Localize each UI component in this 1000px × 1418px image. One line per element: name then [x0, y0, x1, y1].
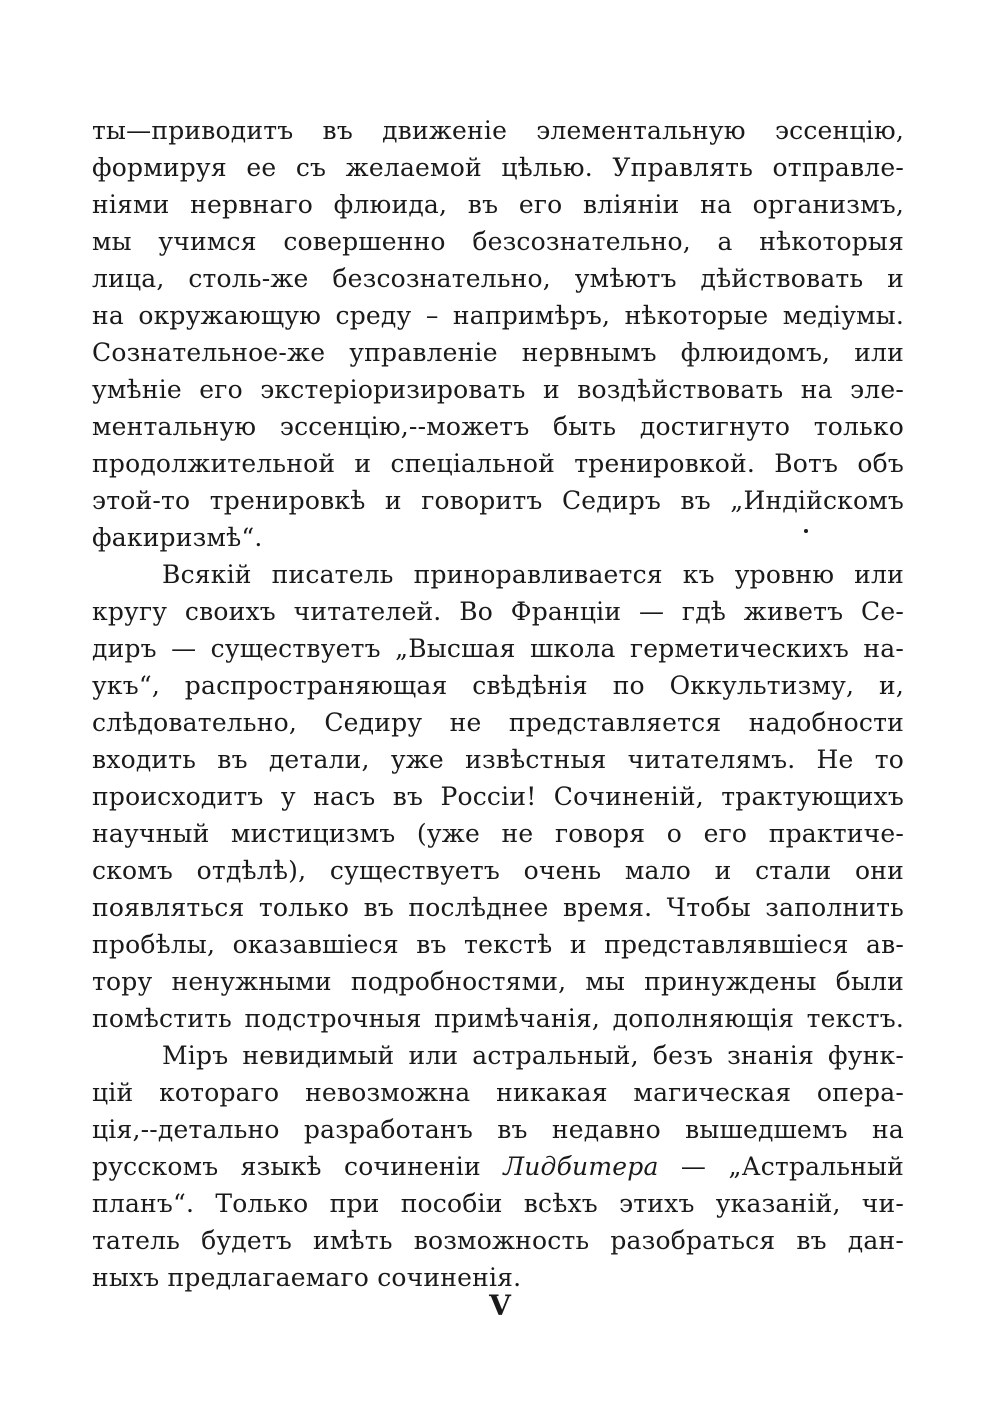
- text-line: кругу своихъ читателей. Во Францiи — гдѣ живетъ Се-: [92, 597, 904, 626]
- text-line: ментальную эссенцiю,--можетъ быть достигнуто только: [92, 412, 904, 441]
- text-line: факиризмѣ“.: [92, 523, 263, 552]
- text-line: тору ненужными подробностями, мы принуждены были: [92, 967, 904, 996]
- text-line: формируя ее съ желаемой цѣлью. Управлять отправле-: [92, 153, 904, 182]
- text-line: цiя,--детально разработанъ въ недавно вышедшемъ на: [92, 1115, 904, 1144]
- author-name: Лидбитера: [503, 1152, 659, 1181]
- text-line: цiй котораго невозможна никакая магическая опера-: [92, 1078, 904, 1107]
- text-line: русскомъ языкѣ сочиненiи Лидбитера — „Астральный: [92, 1152, 904, 1181]
- text-line: слѣдовательно, Седиру не представляется надобности: [92, 708, 904, 737]
- text-line: научный мистицизмъ (уже не говоря о его практиче-: [92, 819, 904, 848]
- text-line: происходитъ у насъ въ Россiи! Сочиненiй, трактующихъ: [92, 782, 904, 811]
- text-line: нiями нервнаго флюида, въ его влiянiи на организмъ,: [92, 190, 904, 219]
- text-line: укъ“, распространяющая свѣдѣнiя по Оккультизму, и,: [92, 671, 904, 700]
- text-line: появляться только въ послѣднее время. Чтобы заполнить: [92, 893, 904, 922]
- text-line: диръ — существуетъ „Высшая школа герметическихъ на-: [92, 634, 904, 663]
- text-line: этой-то тренировкѣ и говоритъ Седиръ въ „Индiйскомъ: [92, 486, 904, 515]
- text-line: продолжительной и спецiальной тренировкой. Вотъ объ: [92, 449, 904, 478]
- text-line: умѣнie его экстерiоризировать и воздѣйствовать на эле-: [92, 375, 904, 404]
- text-line: ты—приводитъ въ движенie элементальную эссенцiю,: [92, 116, 904, 145]
- text-line: татель будетъ имѣть возможность разобраться въ дан-: [92, 1226, 904, 1255]
- text-line: Мiръ невидимый или астральный, безъ знанiя функ-: [162, 1041, 904, 1070]
- text-line: лица, столь-же безсознательно, умѣютъ дѣйствовать и: [92, 264, 904, 293]
- text-line: пробѣлы, оказавшiеся въ текстѣ и представлявшiеся ав-: [92, 930, 904, 959]
- stray-dot: [804, 529, 808, 533]
- text-line: на окружающую среду – напримѣръ, нѣкоторые медiумы.: [92, 301, 904, 330]
- text-line: ныхъ предлагаемаго сочиненiя.: [92, 1263, 522, 1292]
- text-line: Всякiй писатель приноравливается къ уровню или: [162, 560, 904, 589]
- text-line: помѣстить подстрочныя примѣчанiя, дополняющiя текстъ.: [92, 1004, 904, 1033]
- text-line: планъ“. Только при пособiи всѣхъ этихъ указанiй, чи-: [92, 1189, 904, 1218]
- page-number: V: [489, 1289, 511, 1322]
- text-line: мы учимся совершенно безсознательно, а нѣкоторыя: [92, 227, 904, 256]
- text-line: скомъ отдѣлѣ), существуетъ очень мало и стали они: [92, 856, 904, 885]
- text-line: Сознательное-же управленie нервнымъ флюидомъ, или: [92, 338, 904, 367]
- text-line: входить въ детали, уже извѣстныя читателямъ. Не то: [92, 745, 904, 774]
